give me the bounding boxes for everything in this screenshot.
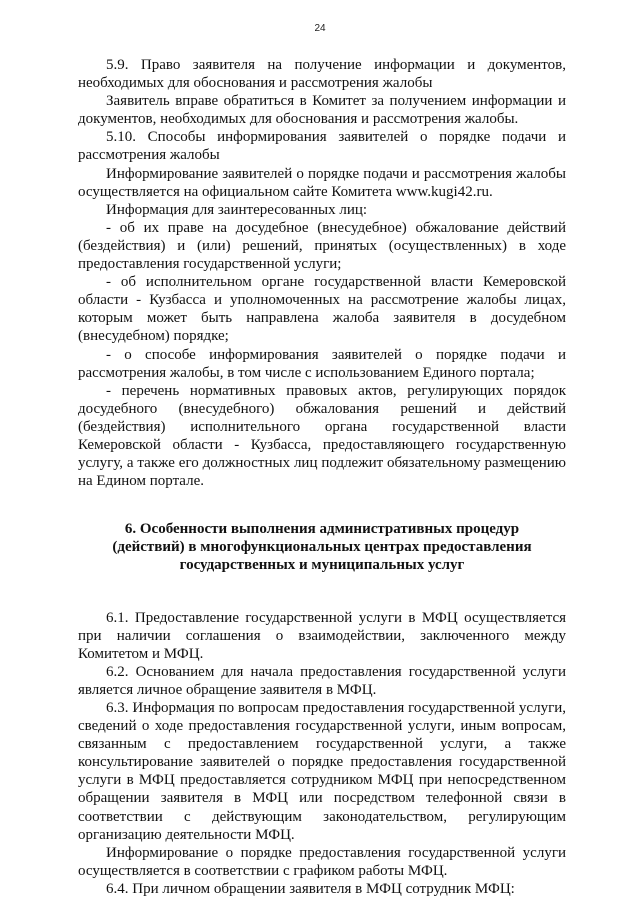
list-item-right-to-appeal: - об их праве на досудебное (внесудебное) обжалование действий (бездействия) и (или) решений, принятых (осуществленных) в ходе предоставления государственной услуги; <box>78 219 566 273</box>
paragraph-5-9: 5.9. Право заявителя на получение информации и документов, необходимых для обоснования и рассмотрения жалобы <box>78 57 566 92</box>
section-6-heading-line-3: государственных и муниципальных услуг <box>179 557 465 574</box>
list-item-informing-method: - о способе информирования заявителей о порядке подачи и рассмотрения жалобы, в том числе с использованием Единого портала; <box>78 346 566 381</box>
document-body <box>78 56 566 898</box>
paragraph-6-3: 6.3. Информация по вопросам предоставления государственной услуги, сведений о ходе предоставления государственной услуги, иным вопросам, связанным с предоставлением государственной услуги, а также консультирование заявителей о порядке предоставления государственной услуги в МФЦ предоставляется сотрудником МФЦ при непосредственном обращении заявителя в МФЦ или посредством телефонной связи в соответствии с действующим законодательством, регулирующим организацию деятельности МФЦ. <box>78 700 566 843</box>
paragraph-6-4: 6.4. При личном обращении заявителя в МФЦ сотрудник МФЦ: <box>106 880 515 897</box>
paragraph-5-10-text: Информирование заявителей о порядке подачи и рассмотрения жалобы осуществляется на официальном сайте Комитета www.kugi42.ru. <box>78 165 566 200</box>
list-item-executive-body: - об исполнительном органе государственной власти Кемеровской области - Кузбасса и уполномоченных на рассмотрение жалобы лицах, которым может быть направлена жалоба заявителя в досудебном (внесудебном) порядке; <box>78 274 566 345</box>
section-6-heading-line-1: 6. Особенности выполнения административных процедур <box>124 521 520 538</box>
paragraph-5-10: 5.10. Способы информирования заявителей о порядке подачи и рассмотрения жалобы <box>78 129 566 164</box>
list-item-legal-acts: - перечень нормативных правовых актов, регулирующих порядок досудебного (внесудебного) обжалования решений и действий (бездействия) исполнительного органа государственной власти Кемеровской области - Кузбасса, предоставляющего государственную услугу, а также его должностных лиц подлежит обязательному размещению на Едином портале. <box>78 382 566 490</box>
section-6-heading <box>78 520 566 574</box>
section-6-heading-line-2: (действий) в многофункциональных центрах предоставления <box>112 539 532 556</box>
paragraph-5-9-text: Заявитель вправе обратиться в Комитет за получением информации и документов, необходимых для обоснования и рассмотрения жалобы. <box>78 93 566 128</box>
paragraph-6-1: 6.1. Предоставление государственной услуги в МФЦ осуществляется при наличии соглашения о взаимодействии, заключенного между Комитетом и МФЦ. <box>78 609 566 662</box>
paragraph-info-intro: Информация для заинтересованных лиц: <box>106 201 368 218</box>
paragraph-schedule: Информирование о порядке предоставления государственной услуги осуществляется в соответствии с графиком работы МФЦ. <box>78 844 566 879</box>
page-number: 24 <box>314 23 326 34</box>
paragraph-6-2: 6.2. Основанием для начала предоставления государственной услуги является личное обращение заявителя в МФЦ. <box>78 663 566 698</box>
